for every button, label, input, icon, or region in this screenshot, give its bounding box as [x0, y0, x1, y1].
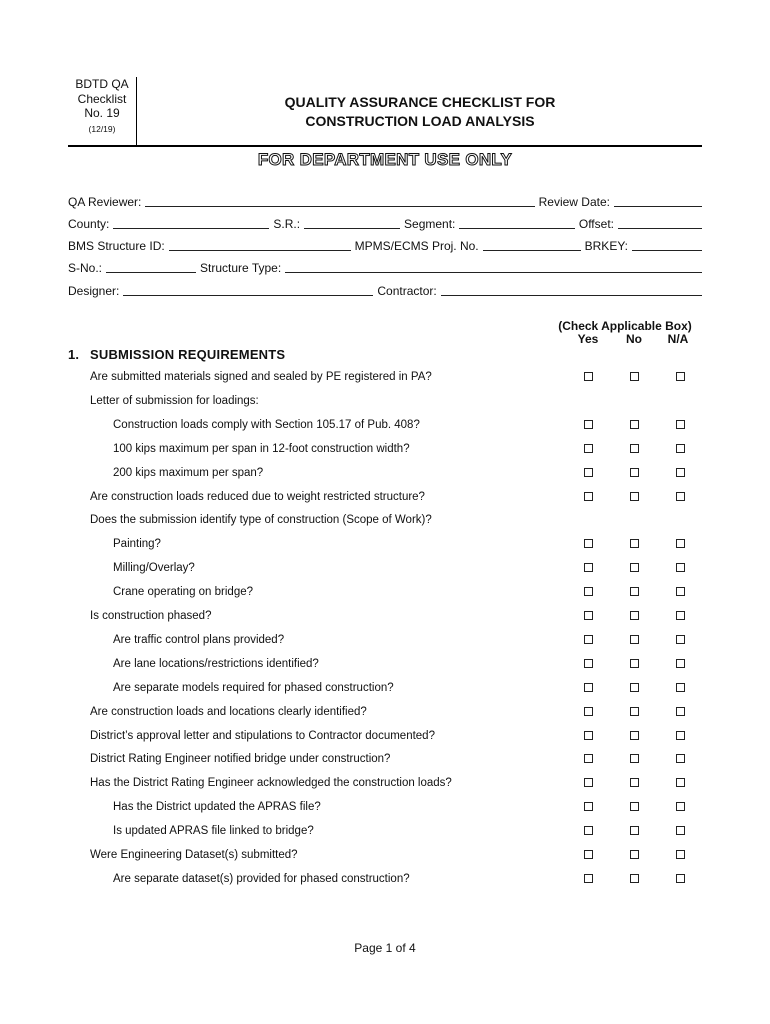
checkbox-yes[interactable] [584, 802, 593, 811]
checkbox-yes[interactable] [584, 635, 593, 644]
checkbox-no[interactable] [630, 635, 639, 644]
checkbox-no[interactable] [630, 444, 639, 453]
segment-field[interactable] [459, 227, 574, 229]
checkbox-yes[interactable] [584, 731, 593, 740]
checkbox-yes[interactable] [584, 468, 593, 477]
question-text: 200 kips maximum per span? [113, 466, 264, 479]
checklist-row [0, 705, 770, 723]
bms-structure-id-label: BMS Structure ID: [68, 239, 165, 253]
sr-label: S.R.: [273, 217, 301, 231]
checkbox-no[interactable] [630, 683, 639, 692]
question-text: Has the District Rating Engineer acknowledged the construction loads? [90, 777, 452, 790]
checkbox-na[interactable] [676, 802, 685, 811]
checkbox-na[interactable] [676, 707, 685, 716]
department-use-banner: FOR DEPARTMENT USE ONLY [257, 150, 513, 169]
info-row-structure-type [68, 259, 702, 275]
qa-reviewer-label: QA Reviewer: [68, 195, 142, 209]
qa-reviewer-field[interactable] [145, 205, 534, 207]
column-no: No [626, 332, 642, 346]
question-text: Milling/Overlay? [113, 562, 195, 575]
checkbox-na[interactable] [676, 492, 685, 501]
checkbox-yes[interactable] [584, 874, 593, 883]
question-text: Has the District updated the APRAS file? [113, 801, 321, 814]
checkbox-na[interactable] [676, 635, 685, 644]
section-title: SUBMISSION REQUIREMENTS [90, 347, 286, 362]
county-field[interactable] [113, 227, 269, 229]
checkbox-no[interactable] [630, 372, 639, 381]
form-id-line: No. 19 [84, 106, 120, 120]
review-date-field[interactable] [614, 205, 702, 207]
checkbox-na[interactable] [676, 372, 685, 381]
checkbox-yes[interactable] [584, 372, 593, 381]
checkbox-yes[interactable] [584, 754, 593, 763]
checkbox-yes[interactable] [584, 683, 593, 692]
info-row-structure-id [68, 237, 702, 253]
title-line-2: CONSTRUCTION LOAD ANALYSIS [305, 113, 535, 129]
county-label: County: [68, 217, 110, 231]
checkbox-na[interactable] [676, 826, 685, 835]
checkbox-na[interactable] [676, 539, 685, 548]
checkbox-na[interactable] [676, 611, 685, 620]
brkey-field[interactable] [632, 249, 702, 251]
checkbox-yes[interactable] [584, 539, 593, 548]
check-instruction: (Check Applicable Box) [558, 319, 692, 333]
checkbox-no[interactable] [630, 563, 639, 572]
checklist-row [0, 418, 770, 436]
checkbox-na[interactable] [676, 563, 685, 572]
checkbox-yes[interactable] [584, 826, 593, 835]
form-id-box [68, 77, 137, 145]
checkbox-na[interactable] [676, 874, 685, 883]
checklist-row [0, 466, 770, 484]
designer-field[interactable] [123, 294, 373, 296]
checkbox-na[interactable] [676, 468, 685, 477]
question-text: Are separate models required for phased construction? [113, 681, 394, 694]
question-text: Are construction loads reduced due to weight restricted structure? [90, 490, 425, 503]
checkbox-no[interactable] [630, 754, 639, 763]
checkbox-na[interactable] [676, 683, 685, 692]
question-text: Is construction phased? [90, 610, 212, 622]
title-line-1: QUALITY ASSURANCE CHECKLIST FOR [284, 94, 556, 110]
checkbox-na[interactable] [676, 587, 685, 596]
question-text: Crane operating on bridge? [113, 586, 254, 599]
checklist-row [0, 657, 770, 675]
structure-type-field[interactable] [285, 271, 702, 273]
column-na: N/A [667, 332, 689, 346]
checkbox-no[interactable] [630, 707, 639, 716]
checkbox-yes[interactable] [584, 444, 593, 453]
question-text: Are submitted materials signed and sealed by PE registered in PA? [90, 371, 432, 383]
checkbox-yes[interactable] [584, 659, 593, 668]
checkbox-yes[interactable] [584, 492, 593, 501]
checklist-row [0, 776, 770, 794]
checklist-row [0, 609, 770, 627]
checklist-row [0, 513, 770, 531]
checkbox-no[interactable] [630, 826, 639, 835]
question-text: Are separate dataset(s) provided for phased construction? [113, 872, 410, 885]
checklist-row [0, 442, 770, 460]
question-text: Letter of submission for loadings: [90, 394, 259, 407]
sr-field[interactable] [304, 227, 400, 229]
contractor-field[interactable] [441, 294, 702, 296]
bms-structure-id-field[interactable] [169, 249, 351, 251]
segment-label: Segment: [404, 217, 456, 231]
form-id-line: Checklist [77, 91, 127, 106]
s-no-field[interactable] [106, 271, 196, 273]
checkbox-yes[interactable] [584, 707, 593, 716]
section-number: 1. [68, 347, 80, 362]
revision-date: (12/19) [88, 123, 116, 134]
checklist-row [0, 537, 770, 555]
checkbox-yes[interactable] [584, 778, 593, 787]
checklist-row [0, 872, 770, 890]
checkbox-na[interactable] [676, 778, 685, 787]
checklist-row [0, 800, 770, 818]
checklist-row [0, 633, 770, 651]
checkbox-yes[interactable] [584, 611, 593, 620]
s-no-label: S-No.: [68, 261, 103, 275]
checklist-row [0, 394, 770, 412]
question-text: Are construction loads and locations clearly identified? [90, 705, 367, 718]
column-yes: Yes [577, 332, 599, 346]
checkbox-na[interactable] [676, 420, 685, 429]
checkbox-na[interactable] [676, 754, 685, 763]
checkbox-no[interactable] [630, 731, 639, 740]
checkbox-yes[interactable] [584, 850, 593, 859]
info-row-parties [68, 282, 702, 298]
header-divider [68, 145, 702, 147]
checklist-row [0, 585, 770, 603]
question-text: Construction loads comply with Section 105.17 of Pub. 408? [113, 418, 420, 431]
checkbox-no[interactable] [630, 611, 639, 620]
checkbox-no[interactable] [630, 539, 639, 548]
offset-label: Offset: [578, 217, 614, 231]
section-heading [68, 347, 285, 362]
structure-type-label: Structure Type: [200, 261, 282, 275]
question-text: Does the submission identify type of construction (Scope of Work)? [90, 514, 432, 527]
contractor-label: Contractor: [377, 284, 437, 298]
question-text: District’s approval letter and stipulations to Contractor documented? [90, 729, 435, 742]
brkey-label: BRKEY: [584, 239, 628, 253]
checkbox-yes[interactable] [584, 563, 593, 572]
checkbox-yes[interactable] [584, 420, 593, 429]
checkbox-no[interactable] [630, 468, 639, 477]
checkbox-no[interactable] [630, 802, 639, 811]
designer-label: Designer: [68, 284, 120, 298]
checkbox-no[interactable] [630, 492, 639, 501]
checklist-row [0, 681, 770, 699]
question-text: Are lane locations/restrictions identified? [113, 657, 319, 670]
offset-field[interactable] [618, 227, 702, 229]
checkbox-no[interactable] [630, 659, 639, 668]
checkbox-no[interactable] [630, 587, 639, 596]
question-text: District Rating Engineer notified bridge under construction? [90, 753, 391, 766]
document-title [160, 93, 680, 131]
checkbox-na[interactable] [676, 444, 685, 453]
checkbox-no[interactable] [630, 778, 639, 787]
question-text: Are traffic control plans provided? [113, 633, 285, 646]
checklist-row [0, 561, 770, 579]
info-row-location [68, 215, 702, 231]
checklist-row [0, 729, 770, 747]
checklist-row [0, 848, 770, 866]
checkbox-no[interactable] [630, 420, 639, 429]
review-date-label: Review Date: [538, 195, 610, 209]
mpms-proj-no-field[interactable] [483, 249, 581, 251]
checklist-row [0, 490, 770, 508]
checkbox-na[interactable] [676, 659, 685, 668]
checklist-row [0, 370, 770, 388]
checkbox-yes[interactable] [584, 587, 593, 596]
question-text: Were Engineering Dataset(s) submitted? [90, 849, 298, 861]
question-text: Painting? [113, 538, 161, 551]
checklist-row [0, 752, 770, 770]
form-id-line: BDTD QA [75, 77, 129, 91]
question-text: Is updated APRAS file linked to bridge? [113, 825, 314, 838]
checklist-row [0, 824, 770, 842]
checkbox-na[interactable] [676, 731, 685, 740]
question-text: 100 kips maximum per span in 12-foot construction width? [113, 442, 410, 455]
info-row-reviewer [68, 193, 702, 209]
mpms-proj-no-label: MPMS/ECMS Proj. No. [354, 239, 479, 253]
page-number: Page 1 of 4 [354, 941, 416, 955]
checkbox-no[interactable] [630, 850, 639, 859]
checkbox-na[interactable] [676, 850, 685, 859]
checkbox-no[interactable] [630, 874, 639, 883]
